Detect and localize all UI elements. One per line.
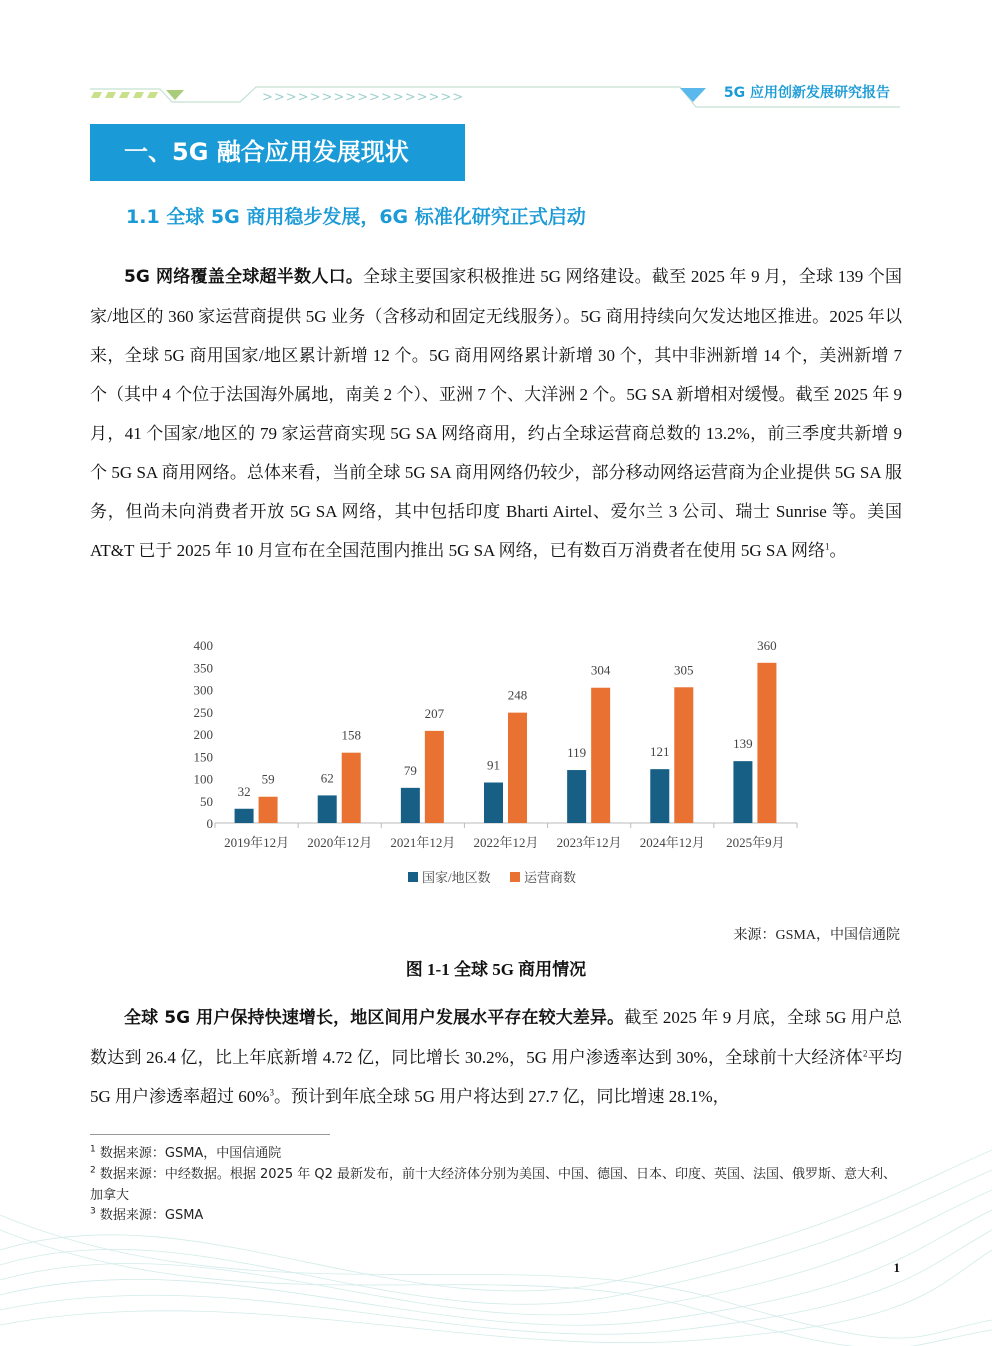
paragraph-lead: 5G 网络覆盖全球超半数人口。 — [124, 267, 364, 287]
data-label: 207 — [424, 705, 445, 721]
x-tick-label: 2025年9月 — [726, 835, 785, 850]
y-tick-label: 150 — [193, 749, 213, 765]
data-label: 79 — [403, 762, 417, 778]
footnote-ref[interactable]: 3 — [269, 1087, 274, 1098]
y-tick-label: 400 — [193, 638, 213, 653]
y-tick-label: 300 — [193, 682, 213, 698]
legend-label: 国家/地区数 — [422, 870, 491, 885]
footnote-ref[interactable]: 1 — [824, 541, 830, 552]
x-tick-label: 2022年12月 — [473, 835, 539, 850]
bar-countries — [318, 795, 337, 823]
bar-countries — [484, 783, 503, 823]
data-label: 158 — [341, 727, 361, 743]
bar-operators — [342, 753, 361, 823]
report-title: 5G 应用创新发展研究报告 — [723, 85, 890, 101]
data-label: 360 — [757, 637, 777, 653]
footnote-divider — [90, 1134, 330, 1135]
footnote-3: $^3$ 数据来源：GSMA — [90, 1206, 204, 1223]
x-tick-label: 2021年12月 — [390, 835, 456, 850]
data-label: 119 — [567, 745, 587, 761]
bar-countries — [567, 770, 586, 823]
legend-swatch — [510, 872, 520, 882]
bar-operators — [674, 687, 693, 823]
bar-operators — [591, 688, 610, 823]
bar-chart-5g-commercial — [180, 630, 810, 890]
x-tick-label: 2019年12月 — [224, 835, 290, 850]
bar-countries — [401, 788, 420, 823]
figure-caption: 图 1-1 全球 5G 商用情况 — [405, 960, 587, 979]
data-label: 121 — [650, 744, 670, 760]
legend-swatch — [408, 872, 418, 882]
data-label: 62 — [320, 770, 334, 786]
bar-operators — [508, 713, 527, 823]
data-label: 91 — [487, 757, 500, 773]
footnote-2: $^2$ 数据来源：中经数据。根据 2025 年 Q2 最新发布，前十大经济体分别为美国、中国、德国、日本、印度、英国、法国、俄罗斯、意大利、加拿大 — [90, 1165, 896, 1203]
data-label: 32 — [237, 783, 251, 799]
y-tick-label: 250 — [193, 704, 213, 720]
paragraph-5g-coverage: 5G 网络覆盖全球超半数人口。全球主要国家积极推进 5G 网络建设。截至 2025 年 9 月，全球 139 个国家/地区的 360 家运营商提供 5G 业务（含移动和固定无线服务）。5G 商用持续向欠发达地区推进。2025 年以来，全球 5G 商用国家/地区累计新增 12 个。5G 商用网络累计新增 30 个，其中非洲新增 14 个，美洲新增 7 个（其中 4 个位于法国海外属地，南美 2 个）、亚洲 7 个、大洋洲 2 个。5G SA 新增相对缓慢。截至 2025 年 9 月，41 个国家/地区的 79 家运营商实现 5G SA 网络商用，约占全球运营商总数的 13.2%，前三季度共新增 9 个 5G SA 商用网络。总体来看，当前全球 5G SA 商用网络仍较少，部分移动网络运营商为企业提供 5G SA 服务，但尚未向消费者开放 5G SA 网络，其中包括印度 Bharti Airtel、爱尔兰 3 公司、瑞士 Sunrise 等。美国 AT&T 已于 2025 年 10 月宣布在全国范围内推出 5G SA 网络，已有数百万消费者在使用 5G SA 网络$^1$。 — [90, 267, 902, 560]
x-tick-label: 2023年12月 — [556, 835, 622, 850]
bar-operators — [757, 663, 776, 823]
x-tick-label: 2020年12月 — [307, 835, 373, 850]
y-tick-label: 50 — [200, 793, 213, 809]
page-header — [90, 82, 900, 112]
paragraph-5g-users: 全球 5G 用户保持快速增长，地区间用户发展水平存在较大差异。截至 2025 年 9 月底，全球 5G 用户总数达到 26.4 亿，比上年底新增 4.72 亿，同比增长 30.2%，5G 用户渗透率达到 30%，全球前十大经济体$^2$平均 5G 用户渗透率超过 60%$^3$。预计到年底全球 5G 用户将达到 27.7 亿，同比增速 28.1%， — [90, 1008, 902, 1106]
bar-operators — [425, 731, 444, 823]
paragraph-lead: 全球 5G 用户保持快速增长，地区间用户发展水平存在较大差异。 — [124, 1008, 625, 1028]
y-tick-label: 100 — [193, 771, 213, 787]
footnote-ref[interactable]: 2 — [863, 1048, 868, 1059]
bar-countries — [733, 761, 752, 823]
svg-text:>>>>>>>>>>>>>>>>>: >>>>>>>>>>>>>>>>> — [262, 90, 465, 105]
bar-operators — [259, 797, 278, 823]
data-label: 139 — [733, 736, 753, 752]
data-label: 59 — [261, 771, 275, 787]
data-label: 248 — [507, 687, 528, 703]
section-title: 一、5G 融合应用发展现状 — [90, 124, 465, 181]
bar-countries — [235, 809, 254, 823]
x-tick-label: 2024年12月 — [639, 835, 705, 850]
y-tick-label: 350 — [193, 660, 213, 676]
data-label: 305 — [674, 662, 694, 678]
legend-label: 运营商数 — [524, 870, 577, 885]
footnote-1: $^1$ 数据来源：GSMA，中国信通院 — [90, 1144, 282, 1161]
data-label: 304 — [590, 662, 611, 678]
figure-source: 来源：GSMA，中国信通院 — [733, 928, 900, 943]
page-number: 1 — [893, 1260, 900, 1275]
bar-countries — [650, 769, 669, 823]
y-tick-label: 0 — [206, 816, 213, 831]
y-tick-label: 200 — [193, 727, 213, 742]
subsection-title: 1.1 全球 5G 商用稳步发展，6G 标准化研究正式启动 — [126, 206, 586, 228]
